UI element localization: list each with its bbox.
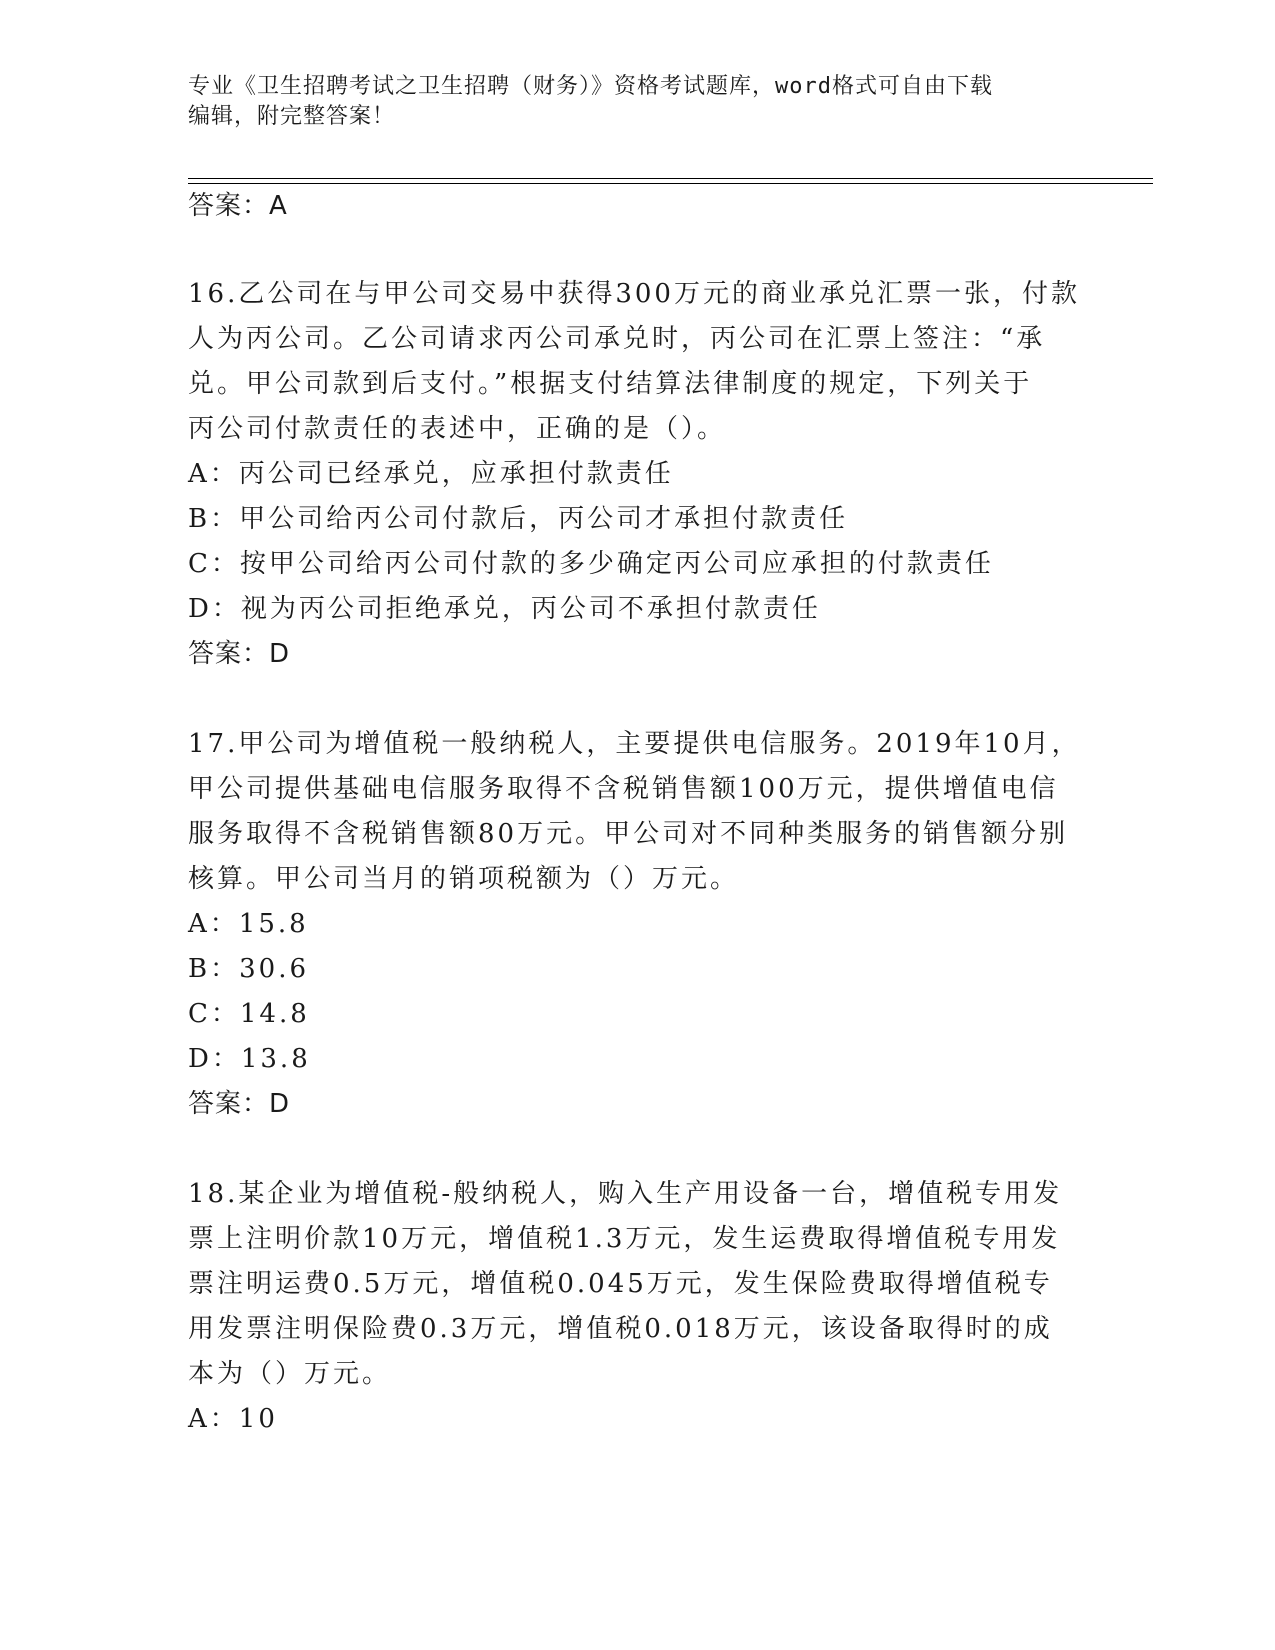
- option-a: A：10: [188, 1404, 278, 1434]
- header-divider-bottom: [188, 183, 1153, 184]
- answer: 答案：D: [188, 1089, 291, 1119]
- question-stem-line: 丙公司付款责任的表述中，正确的是（）。: [188, 414, 727, 444]
- header-divider-top: [188, 178, 1153, 179]
- option-c: C：14.8: [188, 999, 310, 1029]
- question-stem-line: 人为丙公司。乙公司请求丙公司承兑时，丙公司在汇票上签注：“承: [188, 324, 1046, 354]
- document-header: [188, 72, 1088, 132]
- question-stem-line: 17.甲公司为增值税一般纳税人，主要提供电信服务。2019年10月，: [188, 729, 1081, 759]
- option-d: D：13.8: [188, 1044, 311, 1074]
- question-stem-line: 票上注明价款10万元，增值税1.3万元，发生运费取得增值税专用发: [188, 1224, 1061, 1254]
- question-stem-line: 票注明运费0.5万元，增值税0.045万元，发生保险费取得增值税专: [188, 1269, 1053, 1299]
- question-stem-line: 用发票注明保险费0.3万元，增值税0.018万元，该设备取得时的成: [188, 1314, 1053, 1344]
- option-d: D：视为丙公司拒绝承兑，丙公司不承担付款责任: [188, 594, 821, 624]
- answer-previous: 答案：A: [188, 191, 288, 221]
- question-stem-line: 核算。甲公司当月的销项税额为（）万元。: [188, 864, 740, 894]
- question-stem-line: 甲公司提供基础电信服务取得不含税销售额100万元，提供增值电信: [188, 774, 1059, 804]
- option-a: A：丙公司已经承兑，应承担付款责任: [188, 459, 674, 489]
- header-line-1: 专业《卫生招聘考试之卫生招聘（财务）》资格考试题库，word格式可自由下载: [188, 74, 993, 99]
- option-a: A：15.8: [188, 909, 309, 939]
- question-stem-line: 兑。甲公司款到后支付。”根据支付结算法律制度的规定，下列关于: [188, 369, 1033, 399]
- option-b: B：甲公司给丙公司付款后，丙公司才承担付款责任: [188, 504, 849, 534]
- question-stem-line: 18.某企业为增值税-般纳税人，购入生产用设备一台，增值税专用发: [188, 1179, 1063, 1209]
- answer: 答案：D: [188, 639, 291, 669]
- option-c: C：按甲公司给丙公司付款的多少确定丙公司应承担的付款责任: [188, 549, 994, 579]
- question-stem-line: 本为（）万元。: [188, 1359, 392, 1389]
- option-b: B：30.6: [188, 954, 309, 984]
- question-stem-line: 16.乙公司在与甲公司交易中获得300万元的商业承兑汇票一张，付款: [188, 279, 1080, 309]
- header-line-2: 编辑，附完整答案！: [188, 104, 396, 129]
- question-stem-line: 服务取得不含税销售额80万元。甲公司对不同种类服务的销售额分别: [188, 819, 1069, 849]
